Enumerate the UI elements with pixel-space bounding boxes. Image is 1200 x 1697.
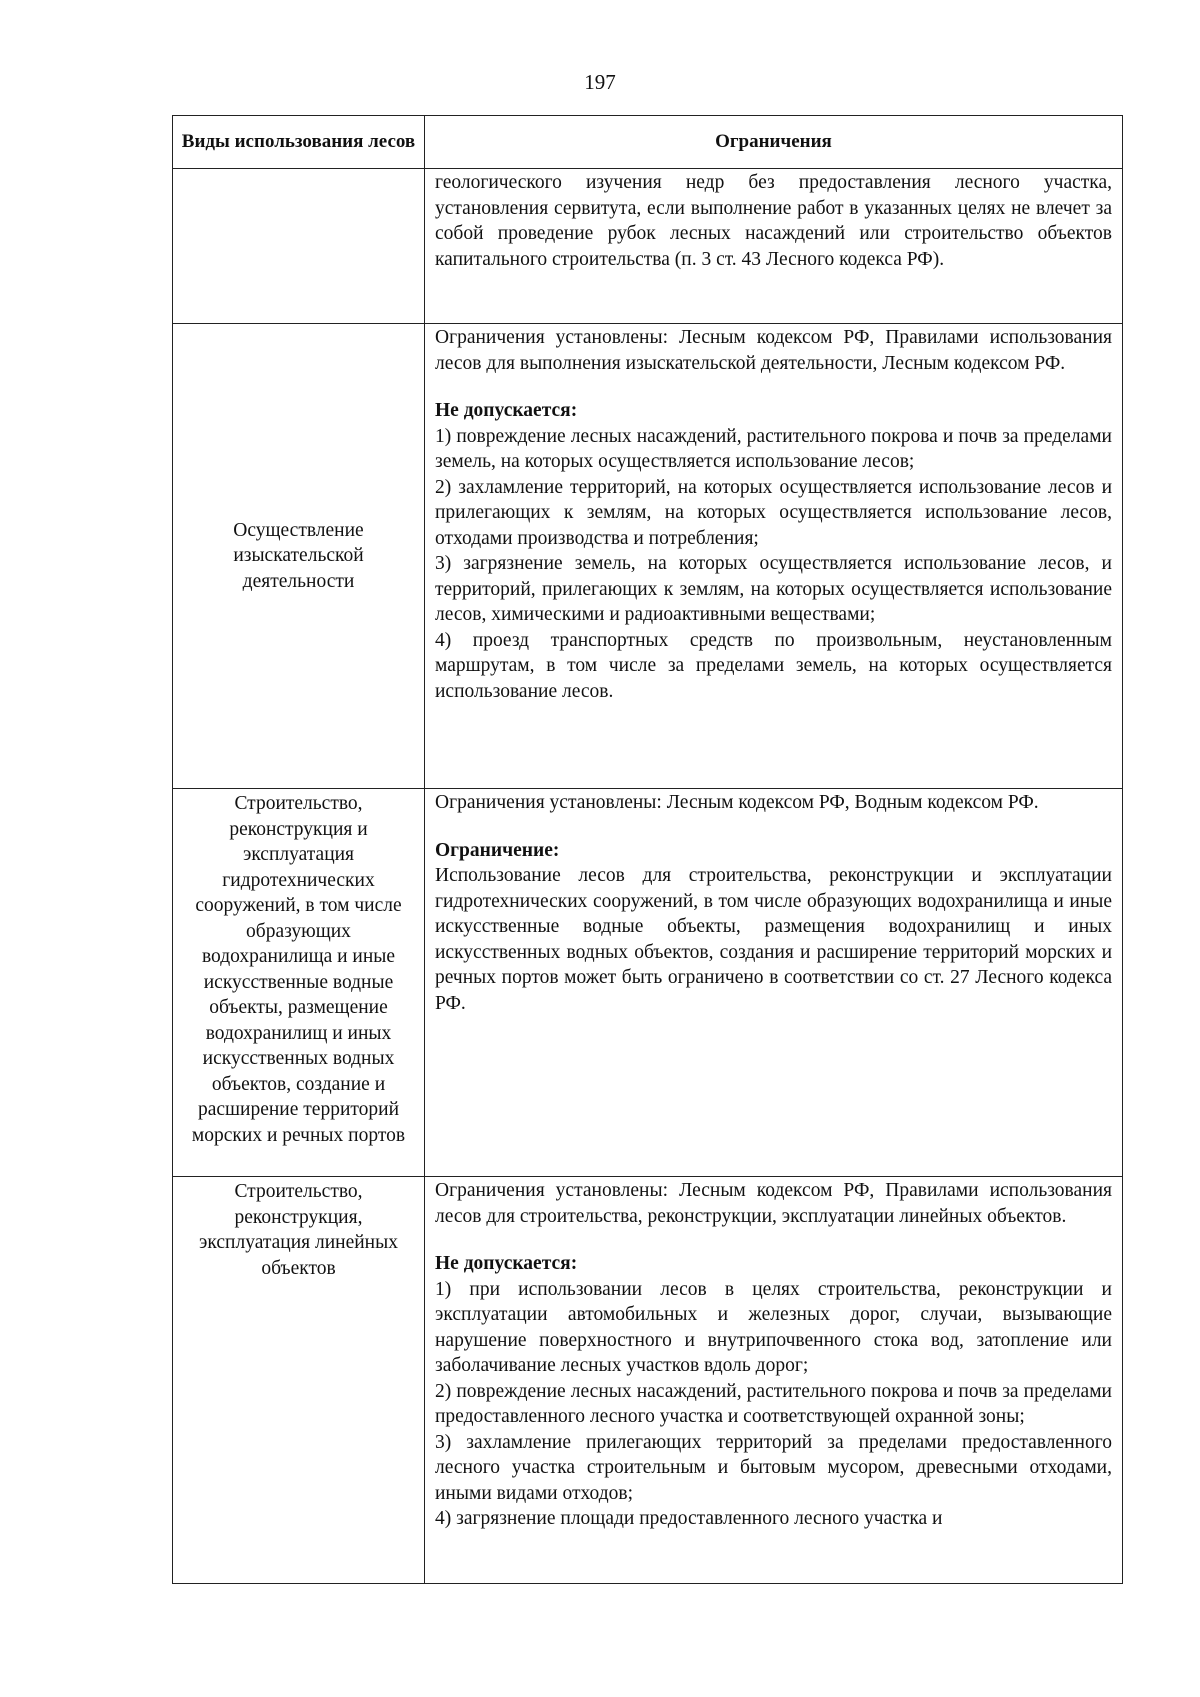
forest-use-restrictions-table bbox=[172, 115, 1123, 1584]
table-row bbox=[173, 324, 1123, 789]
restriction-item: 4) загрязнение площади предоставленного лесного участка и bbox=[435, 1508, 943, 1529]
table-header-row bbox=[173, 116, 1123, 169]
restriction-intro: Ограничения установлены: Лесным кодексом РФ, Правилами использования лесов для выполнения изыскательской деятельности, Лесным кодексом РФ. bbox=[435, 327, 1112, 374]
restriction-item: 3) захламление прилегающих территорий за пределами предоставленного лесного участка строительным и бытовым мусором, древесными отходами, иными видами отходов; bbox=[435, 1431, 1112, 1504]
restriction-item: Использование лесов для строительства, реконструкции и эксплуатации гидротехнических сооружений, в том числе образующих водохранилища и иные искусственные водные объекты, размещения водохранилищ и иных искусственных водных объектов, создания и расширение территорий морских и речных портов может быть ограничено в соответствии со ст. 27 Лесного кодекса РФ. bbox=[435, 865, 1112, 1014]
table-row bbox=[173, 789, 1123, 1177]
restrictions-cell bbox=[425, 789, 1123, 1177]
restriction-item: 2) захламление территорий, на которых осуществляется использование лесов и прилегающих к землям, на которых осуществляется использование лесов, отходами производства и потребления; bbox=[435, 476, 1112, 549]
restriction-item: 1) при использовании лесов в целях строительства, реконструкции и эксплуатации автомобильных и железных дорог, случаи, вызывающие нарушение поверхностного и внутрипочвенного стока вод, затопление или заболачивание лесных участков вдоль дорог; bbox=[435, 1278, 1112, 1376]
header-forest-use-types: Виды использования лесов bbox=[173, 116, 425, 169]
restriction-item: 4) проезд транспортных средств по произвольным, неустановленным маршрутам, в том числе за пределами земель, на которых осуществляется использование лесов. bbox=[435, 629, 1112, 702]
use-type-cell: Строительство, реконструкция, эксплуатация линейных объектов bbox=[173, 1177, 425, 1584]
restriction-heading: Не допускается: bbox=[435, 1253, 578, 1274]
use-type-cell: Строительство, реконструкция и эксплуатация гидротехнических сооружений, в том числе образующих водохранилища и иные искусственные водные объекты, размещение водохранилищ и иных искусственных водных объектов, создание и расширение территорий морских и речных портов bbox=[173, 789, 425, 1177]
restriction-heading: Ограничение: bbox=[435, 839, 560, 861]
restriction-heading: Не допускается: bbox=[435, 400, 578, 421]
restrictions-cell bbox=[425, 324, 1123, 789]
restriction-intro: Ограничения установлены: Лесным кодексом РФ, Правилами использования лесов для строительства, реконструкции, эксплуатации линейных объектов. bbox=[435, 1180, 1112, 1227]
header-restrictions: Ограничения bbox=[425, 116, 1123, 169]
restriction-text: геологического изучения недр без предоставления лесного участка, установления сервитута, если выполнение работ в указанных целях не влечет за собой проведение рубок лесных насаждений или строительство объектов капитального строительства (п. 3 ст. 43 Лесного кодекса РФ). bbox=[435, 172, 1112, 270]
page-number: 197 bbox=[584, 70, 616, 94]
restriction-item: 1) повреждение лесных насаждений, растительного покрова и почв за пределами земель, на которых осуществляется использование лесов; bbox=[435, 425, 1112, 472]
restriction-intro: Ограничения установлены: Лесным кодексом РФ, Водным кодексом РФ. bbox=[435, 792, 1039, 813]
restriction-item: 3) загрязнение земель, на которых осуществляется использование лесов, и территорий, прилегающих к землям, на которых осуществляется использование лесов, химическими и радиоактивными веществами; bbox=[435, 553, 1112, 625]
restrictions-cell bbox=[425, 169, 1123, 324]
restriction-item: 2) повреждение лесных насаждений, растительного покрова и почв за пределами предоставленного лесного участка и соответствующей охранной зоны; bbox=[435, 1380, 1112, 1427]
use-type-cell: Осуществление изыскательской деятельности bbox=[173, 324, 425, 789]
table-row bbox=[173, 1177, 1123, 1584]
use-type-cell bbox=[173, 169, 425, 324]
restrictions-cell bbox=[425, 1177, 1123, 1584]
table-row bbox=[173, 169, 1123, 324]
